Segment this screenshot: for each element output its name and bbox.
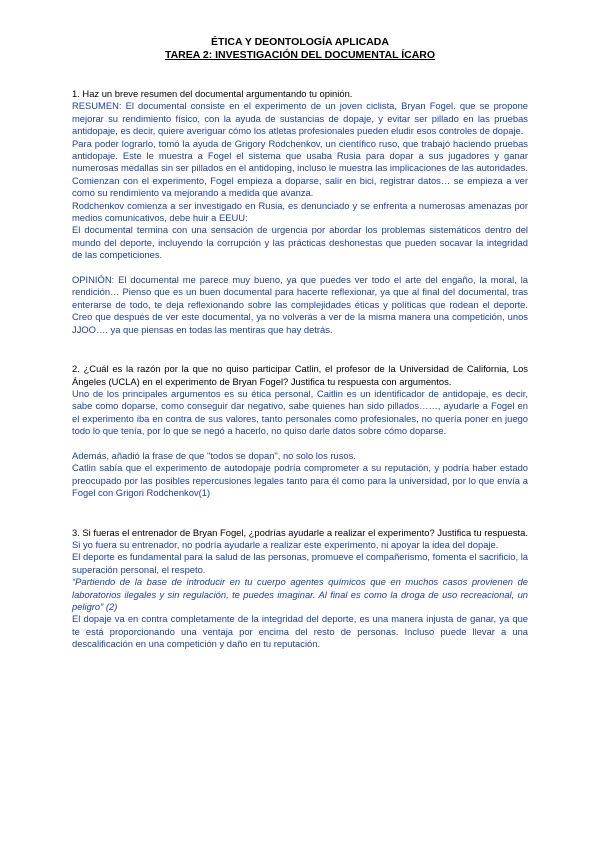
- answer-2-paragraph: Además, añadió la frase de que "todos se dopan", no solo los rusos.: [72, 449, 356, 461]
- answer-1-paragraph: RESUMEN: El documental consiste en el experimento de un joven ciclista, Bryan Fogel. que se propone mejorar su rendimiento físico, con la ayuda de sustancias de dopaje, y evitar ser pillado en las pruebas antidopaje, es decir, quiere averiguar cómo los atletas profesionales pueden eludir esos controles de dopaje.: [72, 100, 528, 137]
- answer-3-paragraph: Si yo fuera su entrenador, no podría ayudarle a realizar este experimento, ni apoyar la idea del dopaje.: [72, 538, 499, 550]
- answer-3-quote: “Partiendo de la base de introducir en tu cuerpo agentes químicos que en muchos casos provienen de laboratorios ilegales y sin regulación, te puedes imaginar. Al final es como la droga de uso recreacional, un peligro” (2): [72, 576, 528, 612]
- question-1: 1. Haz un breve resumen del documental argumentando tu opinión.: [72, 88, 353, 99]
- document-title: ÉTICA Y DEONTOLOGÍA APLICADA: [211, 36, 389, 48]
- question-2: 2. ¿Cuál es la razón por la que no quiso participar Catlin, el profesor de la Universidad de California, Los Ángeles (UCLA) en el experimento de Bryan Fogel? Justifica tu respuesta con argumentos.: [72, 363, 528, 387]
- answer-3-paragraph: El deporte es fundamental para la salud de las personas, promueve el compañerismo, fomenta el sacrificio, la superación personal, el respeto.: [72, 551, 528, 575]
- document-page: [72, 36, 528, 651]
- answer-1-paragraph: Rodchenkov comienza a ser investigado en Rusia, es denunciado y se enfrenta a numerosas amenazas por medios comunicativos, debe huir a EEUU:: [72, 199, 528, 224]
- answer-1-paragraph: Comienzan con el experimento, Fogel empieza a doparse, salir en bici, registrar datos… se empieza a ver como su rendimiento va mejorando a medida que avanza.: [72, 174, 528, 199]
- answer-2-paragraph: Uno de los principales argumentos es su ética personal, Caitlin es un identificador de antidopaje, es decir, sabe como doparse, como conseguir dar negativo, sabe quienes han sido pillados……, ayudarle a Fogel en el experimento iba en contra de sus valores, tanto personales como profesionales, no quería poner en juego todo lo que tenía, por lo que se negó a hacerlo, no quiso darle datos sobre cómo doparse.: [72, 387, 528, 437]
- answer-2-paragraph: Catlin sabía que el experimento de autodopaje podría comprometer a su reputación, y podría haber estado preocupado por las posibles repercusiones legales tanto para él como para la universidad, por lo que envía a Fogel con Grigori Rodchenkov(1): [72, 462, 528, 499]
- question-3: 3. Si fueras el entrenador de Bryan Fogel, ¿podrías ayudarle a realizar el experimento? Justifica tu respuesta.: [72, 526, 528, 538]
- answer-1-opinion: OPINIÓN: El documental me parece muy bueno, ya que puedes ver todo el arte del engaño, la moral, la rendición… Pienso que es un buen documental para hacerte reflexionar, ya que al final del documental, tras enterarse de todo, te deja reflexionando sobre las complejidades éticas y políticas que rodean el deporte. Creo que después de ver este documental, ya no volverás a ver de la misma manera una competición, unos JJOO…. ya que piensas en todas las mentiras que hay detrás.: [72, 274, 528, 335]
- answer-3-closing: El dopaje va en contra completamente de la integridad del deporte, es una manera injusta de ganar, ya que te está proporcionando una ventaja por encima del resto de personas. Incluso puede llevar a una descalificación en una competición y daño en tu reputación.: [72, 613, 528, 650]
- answer-1-paragraph: El documental termina con una sensación de urgencia por abordar los problemas sistemáticos dentro del mundo del deporte, incluyendo la corrupción y las prácticas deshonestas que pueden socavar la integridad de las competiciones.: [72, 224, 528, 261]
- document-subtitle: TAREA 2: INVESTIGACIÓN DEL DOCUMENTAL ÍCARO: [164, 49, 436, 61]
- answer-1-paragraph: Para poder lograrlo, tomó la ayuda de Grigory Rodchenkov, un científico ruso, que trabajó haciendo pruebas antidopaje. Este le muestra a Fogel el sistema que usaba Rusia para dopar a sus jugadores y ganar numerosas medallas sin ser pillados en el antidoping, incluso le muestra las implicaciones de las autoridades.: [72, 137, 528, 174]
